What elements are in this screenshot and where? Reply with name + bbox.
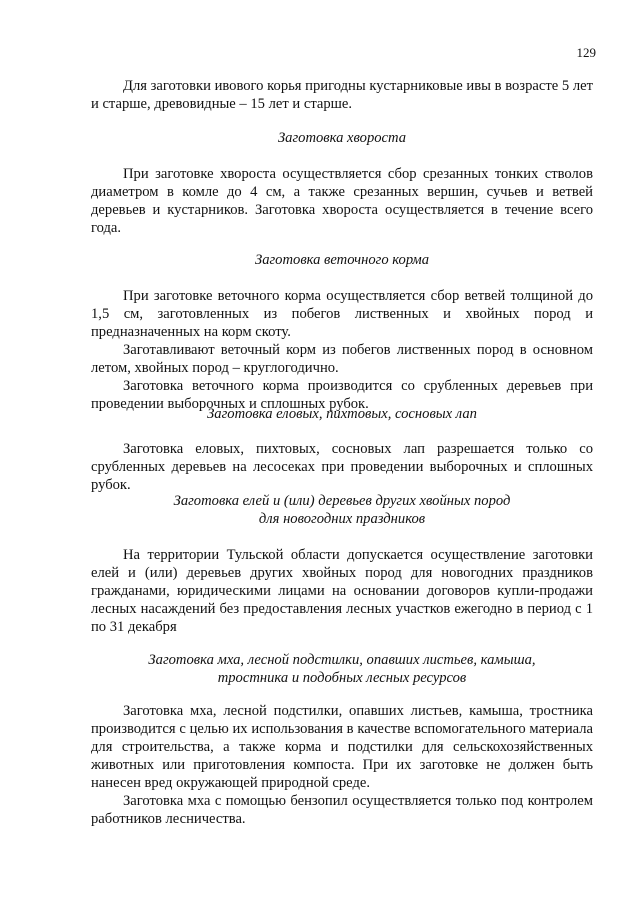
paragraph: Заготовка мха с помощью бензопил осуществляется только под контролем работников лесничества. <box>91 793 593 827</box>
paragraph: Заготовка веточного корма производится со срубленных деревьев при проведении выборочных и сплошных рубок. <box>91 378 593 412</box>
page-number: 129 <box>576 45 596 60</box>
section-heading: Заготовка хвороста <box>277 130 407 146</box>
section-heading-line-2: тростника и подобных лесных ресурсов <box>217 670 467 686</box>
paragraph: При заготовке веточного корма осуществляется сбор ветвей толщиной до 1,5 см, заготовленных из побегов лиственных и хвойных пород и предназначенных на корм скоту. <box>91 288 593 340</box>
section-brushwood-body <box>91 165 593 237</box>
intro-paragraph: Для заготовки ивового корья пригодны кустарниковые ивы в возрасте 5 лет и старше, древовидные – 15 лет и старше. <box>91 78 593 112</box>
paragraph: Заготовка еловых, пихтовых, сосновых лап разрешается только со срубленных деревьев на лесосеках при проведении выборочных и сплошных рубок. <box>91 441 593 493</box>
section-newyear-body <box>91 546 593 636</box>
section-branch-feed-body <box>91 287 593 413</box>
section-moss <box>91 651 593 687</box>
section-paws <box>91 405 593 423</box>
paragraph: При заготовке хвороста осуществляется сбор срезанных тонких стволов диаметром в комле до 4 см, а также срезанных вершин, сучьев и ветвей деревьев и кустарников. Заготовка хвороста осуществляется в течение всего года. <box>91 166 593 236</box>
section-heading-line-1: Заготовка елей и (или) деревьев других хвойных пород <box>173 493 511 509</box>
section-heading-line-2: для новогодних праздников <box>258 511 426 527</box>
intro-block <box>91 77 593 113</box>
section-heading: Заготовка веточного корма <box>254 252 430 268</box>
paragraph: Заготовка мха, лесной подстилки, опавших листьев, камыша, тростника производится с целью их использования в качестве вспомогательного материала для строительства, а также корма и подстилки для сельскохозяйственных животных или приготовления компоста. При их заготовке не должен быть нанесен вред окружающей природной среде. <box>91 703 593 791</box>
paragraph: На территории Тульской области допускается осуществление заготовки елей и (или) деревьев других хвойных пород для новогодних праздников гражданами, юридическими лицами на основании договоров купли-продажи лесных насаждений без предоставления лесных участков ежегодно в период с 1 по 31 декабря <box>91 547 593 635</box>
section-heading-line-1: Заготовка мха, лесной подстилки, опавших листьев, камыша, <box>148 652 536 668</box>
paragraph: Заготавливают веточный корм из побегов лиственных пород в основном летом, хвойных пород – круглогодично. <box>91 342 593 376</box>
section-newyear <box>91 492 593 528</box>
section-branch-feed <box>91 251 593 269</box>
section-moss-body <box>91 702 593 828</box>
section-paws-body <box>91 440 593 494</box>
section-heading: Заготовка еловых, пихтовых, сосновых лап <box>207 406 477 422</box>
section-brushwood <box>91 129 593 147</box>
